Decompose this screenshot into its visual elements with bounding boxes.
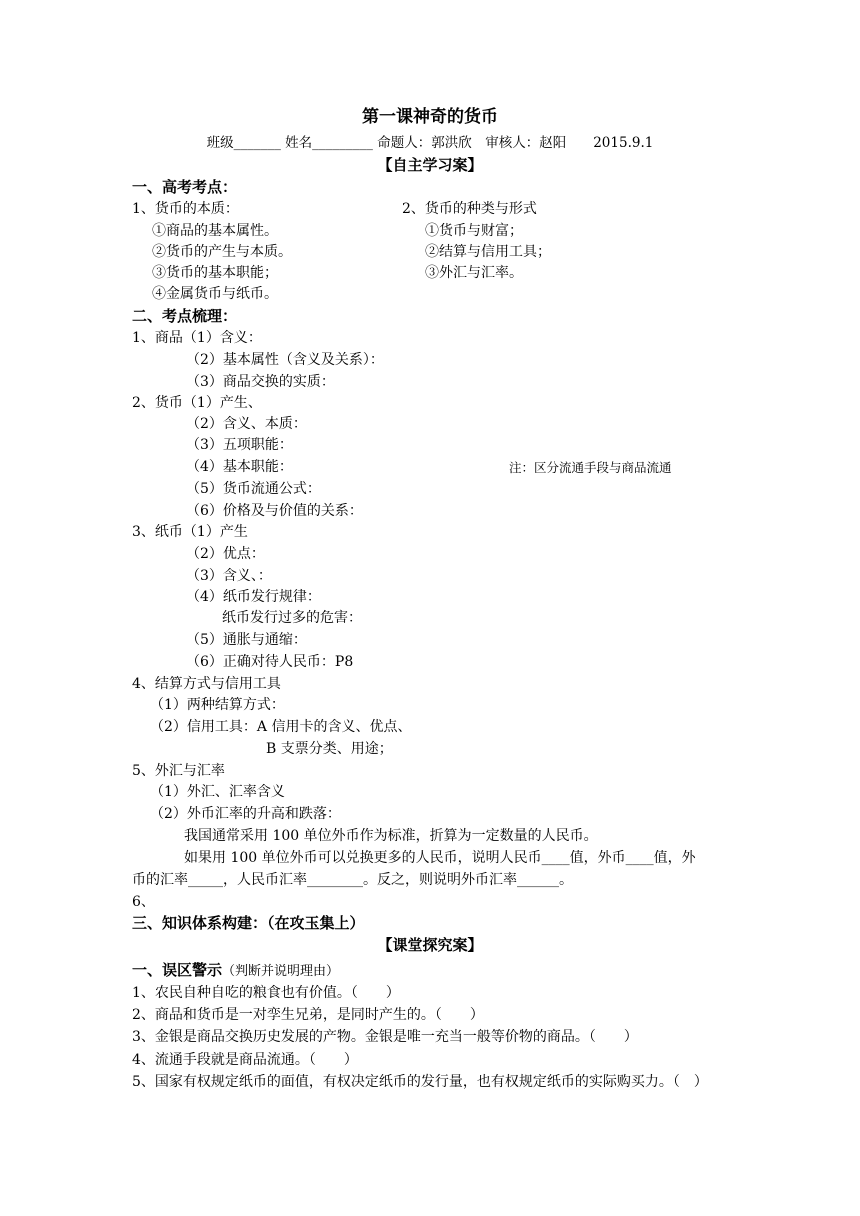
review-line: 3、纸币（1）产生 xyxy=(132,524,248,540)
section-class-inquiry: 【课堂探究案】 xyxy=(377,936,483,954)
review-line: （2）优点： xyxy=(186,546,265,562)
exam-points-right-title: 2、货币的种类与形式 xyxy=(402,201,537,217)
review-line: 如果用 100 单位外币可以兑换更多的人民币，说明人民币____值，外币____值，外 xyxy=(184,850,696,866)
review-line: 1、商品（1）含义： xyxy=(132,330,262,346)
review-line: （2）含义、本质： xyxy=(186,416,307,432)
review-line: （4）基本职能： xyxy=(186,459,293,475)
review-line: （2）外币汇率的升高和跌落： xyxy=(150,806,341,822)
review-line: （5）货币流通公式： xyxy=(186,481,321,497)
review-line: （3）商品交换的实质： xyxy=(186,374,335,390)
review-line: （6）正确对待人民币：P8 xyxy=(186,654,354,670)
review-line: （2）基本属性（含义及关系）： xyxy=(186,352,384,368)
review-line: 5、外汇与汇率 xyxy=(132,763,225,779)
misconception-item: 4、流通手段就是商品流通。（ ） xyxy=(132,1052,358,1068)
review-line: （5）通胀与通缩： xyxy=(186,632,307,648)
review-heading: 二、考点梳理： xyxy=(132,307,238,325)
exam-points-left-item: ②货币的产生与本质。 xyxy=(152,244,292,260)
review-line: （1）两种结算方式： xyxy=(150,697,285,713)
misconception-item: 2、商品和货币是一对孪生兄弟，是同时产生的。（ ） xyxy=(132,1007,484,1023)
misconception-heading-note: （判断并说明理由） xyxy=(222,964,340,979)
exam-points-left-title: 1、货币的本质： xyxy=(132,201,239,217)
review-line: （3）含义、： xyxy=(186,568,272,584)
misconception-item: 5、国家有权规定纸币的面值，有权决定纸币的发行量，也有权规定纸币的实际购买力。（ ） xyxy=(132,1074,708,1090)
review-line: （4）纸币发行规律： xyxy=(186,589,321,605)
review-line: 6、 xyxy=(132,894,155,910)
knowledge-system-heading: 三、知识体系构建：（在攻玉集上） xyxy=(132,914,365,932)
review-line: 我国通常采用 100 单位外币作为标准，折算为一定数量的人民币。 xyxy=(184,828,598,844)
review-line: （3）五项职能： xyxy=(186,437,293,453)
review-line: 纸币发行过多的危害： xyxy=(222,610,362,626)
exam-points-right-item: ②结算与信用工具； xyxy=(425,244,551,260)
review-line: B 支票分类、用途； xyxy=(266,741,393,757)
review-line: 4、结算方式与信用工具 xyxy=(132,676,281,692)
review-line: （6）价格及与价值的关系： xyxy=(186,503,363,519)
page-title: 第一课神奇的货币 xyxy=(362,107,498,127)
exam-points-right-item: ①货币与财富； xyxy=(425,223,523,239)
header-info: 班级_______ 姓名_________ 命题人：郭洪欣 审核人：赵阳 2015.9.1 xyxy=(206,135,654,151)
misconception-item: 3、金银是商品交换历史发展的产物。金银是唯一充当一般等价物的商品。（ ） xyxy=(132,1029,638,1045)
exam-points-left-item: ①商品的基本属性。 xyxy=(152,223,278,239)
misconception-heading-title: 一、误区警示 xyxy=(132,961,223,979)
review-line: （2）信用工具：A 信用卡的含义、优点、 xyxy=(150,719,412,735)
misconception-heading xyxy=(132,960,339,982)
review-line: 币的汇率_____，人民币汇率________。反之，则说明外币汇率______。 xyxy=(132,872,573,888)
review-line: 2、货币（1）产生、 xyxy=(132,395,262,411)
exam-points-right-item: ③外汇与汇率。 xyxy=(425,265,523,281)
section-self-study: 【自主学习案】 xyxy=(377,156,483,174)
misconception-item: 1、农民自种自吃的粮食也有价值。（ ） xyxy=(132,985,400,1001)
review-line: （1）外汇、汇率含义 xyxy=(150,784,285,800)
exam-points-heading: 一、高考考点： xyxy=(132,178,238,196)
exam-points-left-item: ③货币的基本职能； xyxy=(152,265,278,281)
review-note: 注：区分流通手段与商品流通 xyxy=(509,460,672,475)
exam-points-left-item: ④金属货币与纸币。 xyxy=(152,286,278,302)
